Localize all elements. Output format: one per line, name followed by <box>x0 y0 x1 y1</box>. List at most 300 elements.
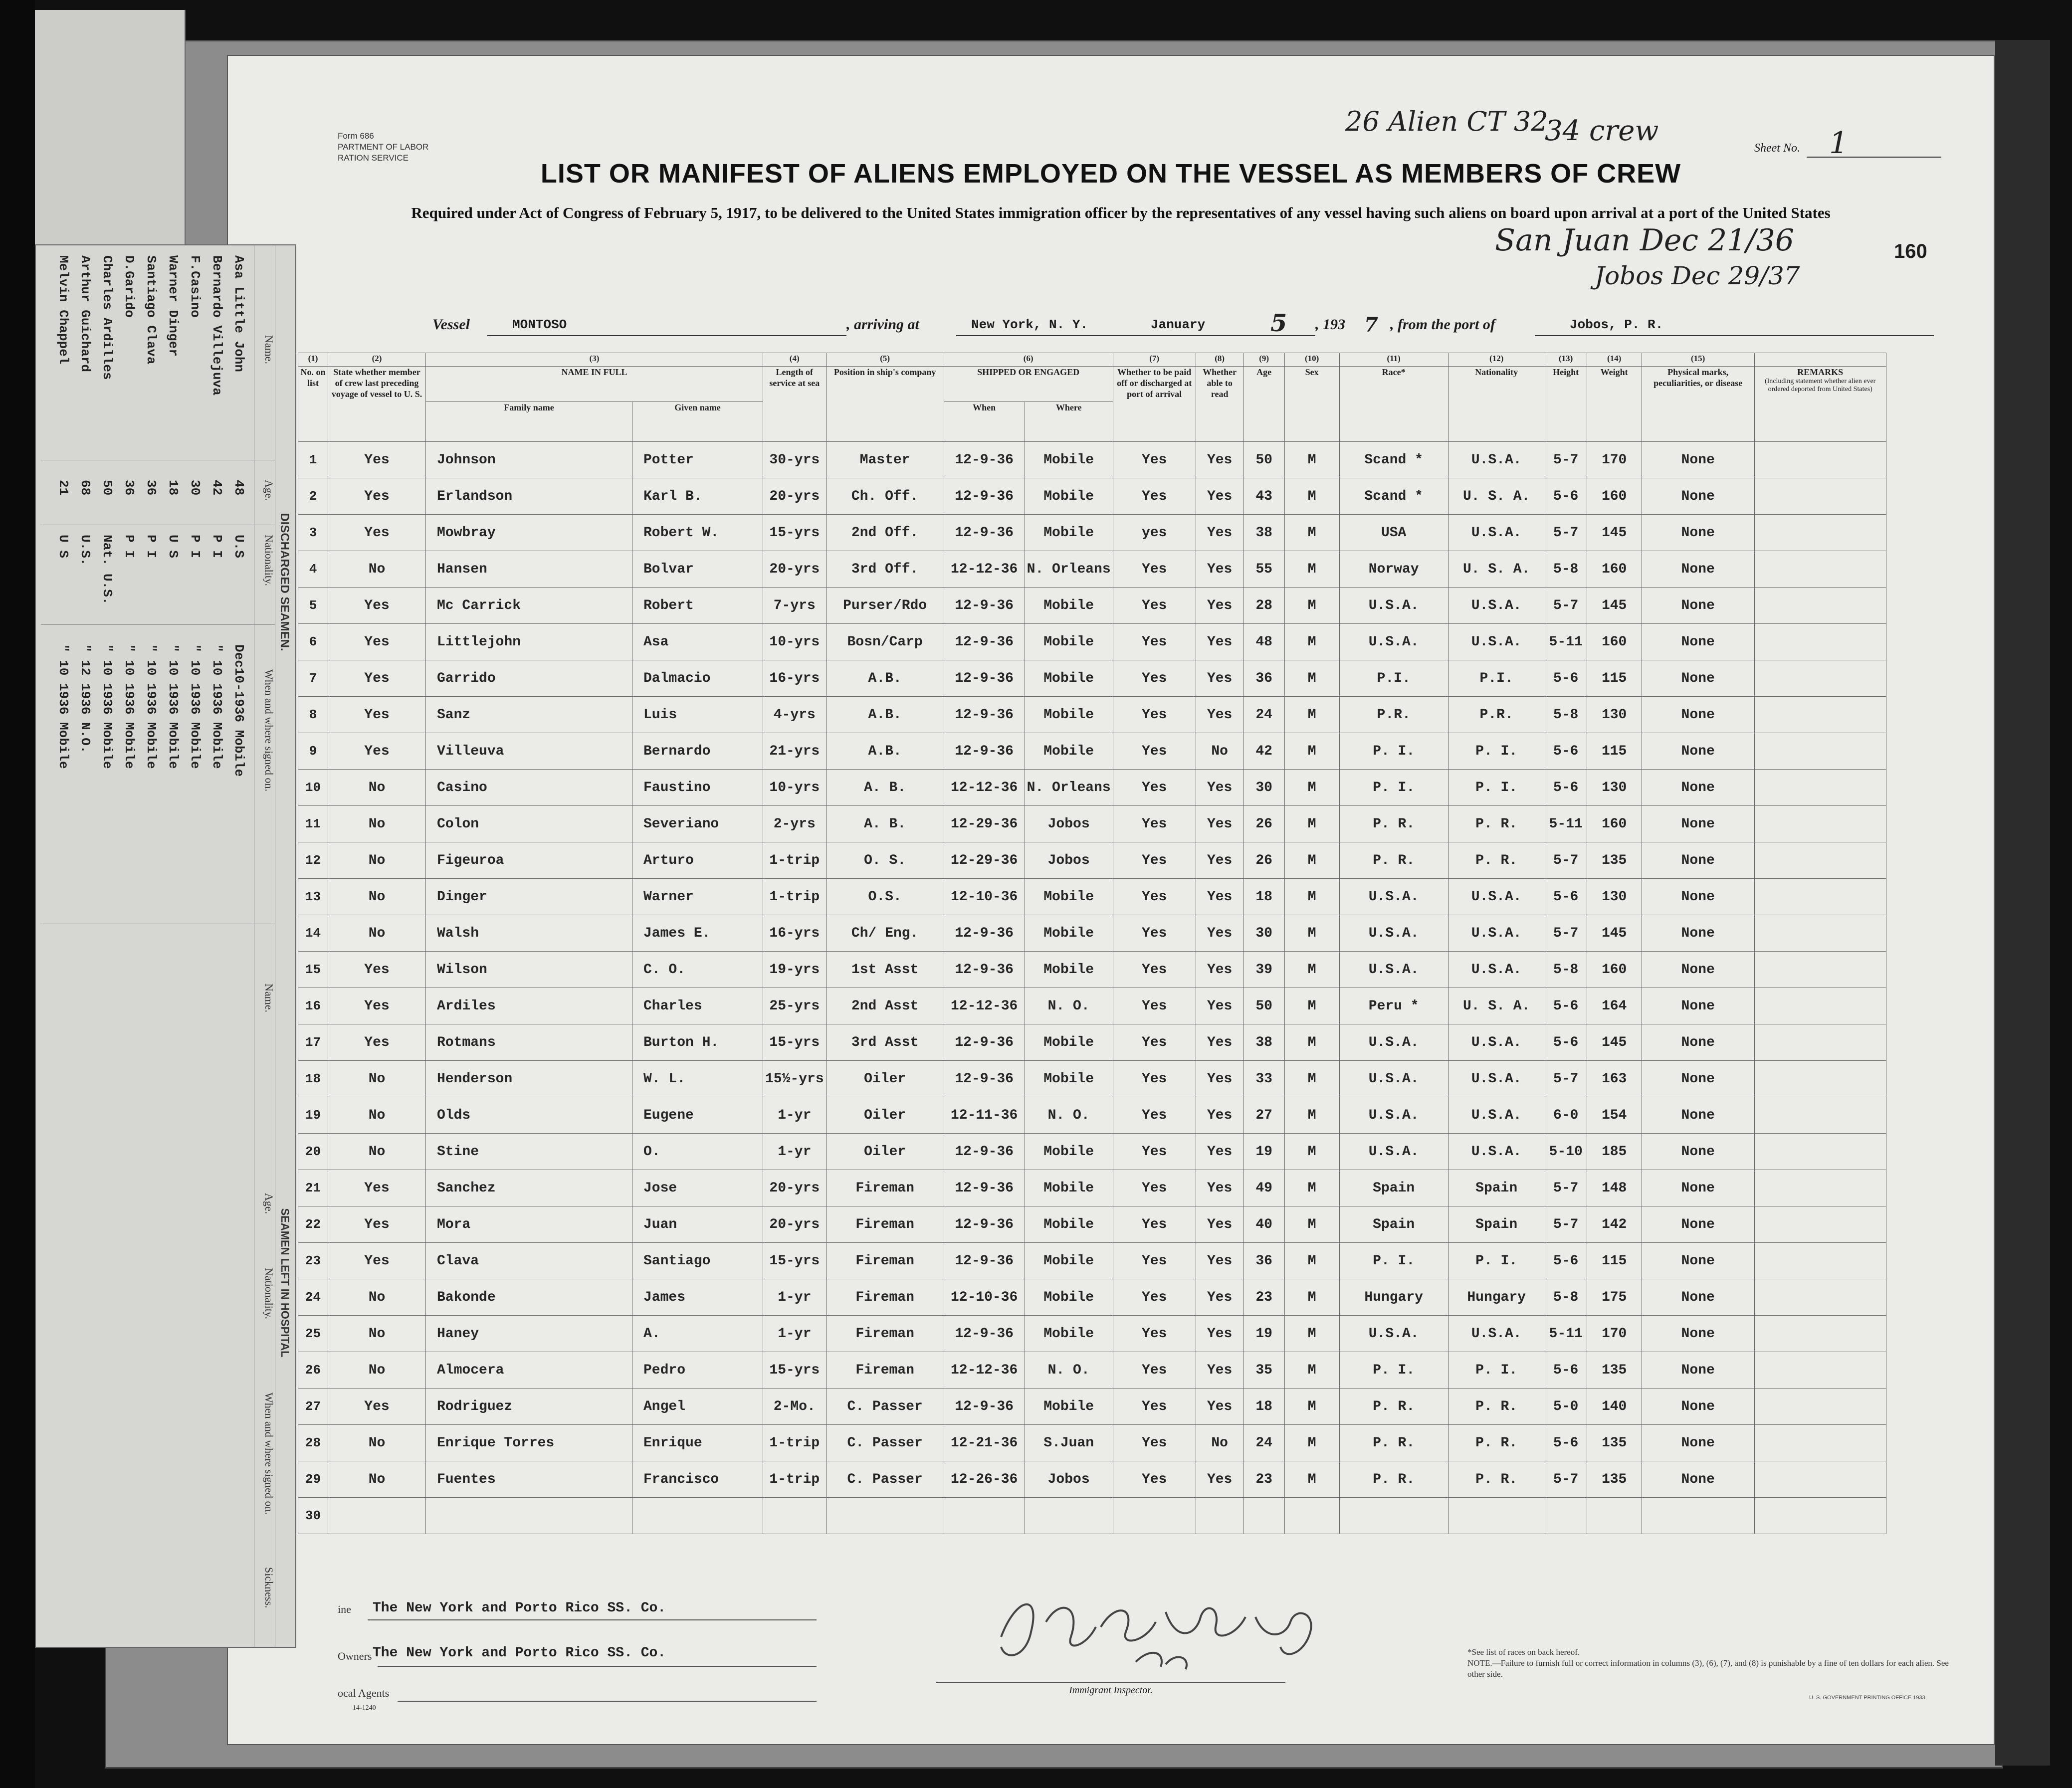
cell-position: Ch. Off. <box>826 478 944 515</box>
cell-age: 18 <box>1243 1389 1284 1425</box>
cell-physical: None <box>1642 588 1754 624</box>
cell-position: Fireman <box>826 1206 944 1243</box>
cell-physical: None <box>1642 1097 1754 1134</box>
colnum-4: (4) <box>763 353 827 367</box>
cell-when: 12-29-36 <box>944 806 1025 842</box>
cell-where: Mobile <box>1025 1024 1113 1061</box>
cell-position: 1st Asst <box>826 952 944 988</box>
cell-paid: Yes <box>1113 770 1196 806</box>
slip-name: Bernardo Villejuva <box>209 255 224 396</box>
cell-when: 12-9-36 <box>944 660 1025 697</box>
cell-paid: Yes <box>1113 806 1196 842</box>
cell-position: Oiler <box>826 1061 944 1097</box>
cell-physical: None <box>1642 478 1754 515</box>
cell-height: 5-6 <box>1545 733 1587 770</box>
header-paid-off: Whether to be paid off or discharged at port of arrival <box>1113 367 1196 442</box>
cell-prev: No <box>328 842 426 879</box>
cell-nationality: U.S.A. <box>1448 624 1545 660</box>
cell-prev: Yes <box>328 733 426 770</box>
cell-weight: 135 <box>1587 1425 1642 1461</box>
cell-where: Jobos <box>1025 842 1113 879</box>
cell-read <box>1196 1498 1243 1534</box>
cell-service: 1-trip <box>763 1461 827 1498</box>
cell-age: 19 <box>1243 1134 1284 1170</box>
cell-sex: M <box>1284 1352 1339 1389</box>
cell-read: Yes <box>1196 988 1243 1024</box>
from-label: , from the port of <box>1390 316 1495 333</box>
cell-sex: M <box>1284 478 1339 515</box>
cell-family: Johnson <box>426 442 632 478</box>
cell-where: N. O. <box>1025 988 1113 1024</box>
slip-age: 42 <box>209 480 224 496</box>
cell-height: 5-11 <box>1545 1316 1587 1352</box>
cell-prev: Yes <box>328 1206 426 1243</box>
cell-given: Juan <box>632 1206 763 1243</box>
cell-prev: No <box>328 1352 426 1389</box>
cell-weight: 145 <box>1587 915 1642 952</box>
cell-remarks <box>1754 770 1886 806</box>
slip-name: Santiago Clava <box>144 255 159 365</box>
cell-prev: Yes <box>328 1389 426 1425</box>
slip-head-sickness: Sickness. <box>263 1567 275 1608</box>
cell-read: Yes <box>1196 1461 1243 1498</box>
line-label: ine <box>338 1603 351 1615</box>
cell-age: 42 <box>1243 733 1284 770</box>
cell-sex: M <box>1284 1061 1339 1097</box>
cell-paid: Yes <box>1113 1425 1196 1461</box>
cell-given: Bernardo <box>632 733 763 770</box>
cell-given: James E. <box>632 915 763 952</box>
cell-paid <box>1113 1498 1196 1534</box>
cell-read: Yes <box>1196 806 1243 842</box>
cell-family: Enrique Torres <box>426 1425 632 1461</box>
cell-position: Master <box>826 442 944 478</box>
colnum-1: (1) <box>298 353 328 367</box>
header-name-in-full: NAME IN FULL <box>426 367 763 402</box>
cell-physical: None <box>1642 1389 1754 1425</box>
slip-signed: " 10 1936 Mobile <box>122 644 137 769</box>
cell-service: 1-trip <box>763 842 827 879</box>
cell-service: 7-yrs <box>763 588 827 624</box>
cell-when: 12-12-36 <box>944 988 1025 1024</box>
cell-remarks <box>1754 1498 1886 1534</box>
cell-sex: M <box>1284 952 1339 988</box>
cell-nationality: P. I. <box>1448 770 1545 806</box>
cell-where: Mobile <box>1025 1389 1113 1425</box>
cell-race: P. R. <box>1339 1425 1448 1461</box>
header-row <box>298 367 1886 402</box>
cell-nationality: P.I. <box>1448 660 1545 697</box>
cell-prev: No <box>328 879 426 915</box>
cell-prev: No <box>328 1134 426 1170</box>
slip-head-age-2: Age. <box>263 1193 275 1214</box>
cell-service: 1-yr <box>763 1279 827 1316</box>
table-row <box>298 1061 1886 1097</box>
cell-paid: Yes <box>1113 588 1196 624</box>
cell-age: 36 <box>1243 1243 1284 1279</box>
cell-weight: 145 <box>1587 515 1642 551</box>
sheet-label: Sheet No. <box>1754 142 1800 155</box>
immigrant-inspector-label: Immigrant Inspector. <box>936 1682 1285 1696</box>
cell-given <box>632 1498 763 1534</box>
cell-read: Yes <box>1196 442 1243 478</box>
cell-weight: 160 <box>1587 624 1642 660</box>
table-row <box>298 1461 1886 1498</box>
header-family-name: Family name <box>426 402 632 442</box>
cell-where: Mobile <box>1025 915 1113 952</box>
slip-name: Asa Little John <box>231 255 246 373</box>
cell-paid: Yes <box>1113 1352 1196 1389</box>
cell-service: 25-yrs <box>763 988 827 1024</box>
table-row <box>298 660 1886 697</box>
cell-nationality: U.S.A. <box>1448 515 1545 551</box>
cell-given: Francisco <box>632 1461 763 1498</box>
cell-weight: 160 <box>1587 806 1642 842</box>
cell-remarks <box>1754 1097 1886 1134</box>
cell-race: U.S.A. <box>1339 1061 1448 1097</box>
cell-race: P. I. <box>1339 733 1448 770</box>
cell-height: 5-6 <box>1545 478 1587 515</box>
cell-prev: Yes <box>328 660 426 697</box>
slip-name: Warner Dinger <box>166 255 181 357</box>
cell-race: Peru * <box>1339 988 1448 1024</box>
cell-sex: M <box>1284 1425 1339 1461</box>
cell-race: P. I. <box>1339 770 1448 806</box>
cell-age: 30 <box>1243 915 1284 952</box>
cell-service: 21-yrs <box>763 733 827 770</box>
cell-when: 12-9-36 <box>944 1316 1025 1352</box>
cell-where: Mobile <box>1025 1279 1113 1316</box>
cell-prev: No <box>328 551 426 588</box>
cell-race: Scand * <box>1339 442 1448 478</box>
cell-read: Yes <box>1196 1024 1243 1061</box>
cell-sex: M <box>1284 1134 1339 1170</box>
cell-no: 15 <box>298 952 328 988</box>
cell-where: Jobos <box>1025 806 1113 842</box>
cell-weight: 160 <box>1587 478 1642 515</box>
slip-name: Arthur Guichard <box>78 255 93 373</box>
slip-rotated-content <box>36 245 295 1647</box>
table-row <box>298 1097 1886 1134</box>
slip-head-signed: When and where signed on. <box>263 669 275 792</box>
cell-family: Stine <box>426 1134 632 1170</box>
table-row <box>298 879 1886 915</box>
colnum-3: (3) <box>426 353 763 367</box>
cell-physical: None <box>1642 879 1754 915</box>
slip-title: DISCHARGED SEAMEN. <box>278 513 291 651</box>
cell-prev: No <box>328 915 426 952</box>
cell-physical: None <box>1642 733 1754 770</box>
table-row <box>298 478 1886 515</box>
cell-weight: 130 <box>1587 697 1642 733</box>
remarks-subtitle: (Including statement whether alien ever ordered deported from United States) <box>1764 378 1876 393</box>
cell-service: 1-yr <box>763 1316 827 1352</box>
column-number-row <box>298 353 1886 367</box>
cell-family: Henderson <box>426 1061 632 1097</box>
cell-race: Hungary <box>1339 1279 1448 1316</box>
cell-read: Yes <box>1196 1389 1243 1425</box>
cell-position: Fireman <box>826 1243 944 1279</box>
cell-where: N. Orleans <box>1025 770 1113 806</box>
cell-race: U.S.A. <box>1339 1097 1448 1134</box>
cell-weight: 130 <box>1587 879 1642 915</box>
colnum-10: (10) <box>1284 353 1339 367</box>
cell-position: Fireman <box>826 1352 944 1389</box>
cell-nationality: U.S.A. <box>1448 442 1545 478</box>
cell-age: 33 <box>1243 1061 1284 1097</box>
cell-remarks <box>1754 988 1886 1024</box>
cell-nationality: U.S.A. <box>1448 952 1545 988</box>
cell-where: Mobile <box>1025 733 1113 770</box>
cell-remarks <box>1754 697 1886 733</box>
cell-when: 12-9-36 <box>944 733 1025 770</box>
cell-sex: M <box>1284 806 1339 842</box>
cell-height: 5-7 <box>1545 1461 1587 1498</box>
cell-nationality: U.S.A. <box>1448 1316 1545 1352</box>
slip-age: 36 <box>144 480 159 496</box>
cell-no: 13 <box>298 879 328 915</box>
cell-service: 15-yrs <box>763 1024 827 1061</box>
cell-height: 5-11 <box>1545 624 1587 660</box>
cell-nationality: U. S. A. <box>1448 478 1545 515</box>
cell-position: 2nd Off. <box>826 515 944 551</box>
cell-where: N. Orleans <box>1025 551 1113 588</box>
cell-service: 20-yrs <box>763 1170 827 1206</box>
cell-remarks <box>1754 1134 1886 1170</box>
header-height: Height <box>1545 367 1587 442</box>
agents-underline <box>398 1701 817 1702</box>
cell-remarks <box>1754 1425 1886 1461</box>
slip-head-name-2: Name. <box>263 984 275 1013</box>
cell-family: Rodriguez <box>426 1389 632 1425</box>
cell-nationality: P.R. <box>1448 697 1545 733</box>
from-underline <box>1535 335 1934 336</box>
cell-prev: Yes <box>328 478 426 515</box>
table-row <box>298 1279 1886 1316</box>
slip-age: 18 <box>166 480 181 496</box>
cell-physical: None <box>1642 1279 1754 1316</box>
cell-no: 30 <box>298 1498 328 1534</box>
cell-height: 5-6 <box>1545 988 1587 1024</box>
cell-position: Fireman <box>826 1279 944 1316</box>
slip-head-age: Age. <box>263 480 275 501</box>
cell-race: U.S.A. <box>1339 1316 1448 1352</box>
cell-where: Mobile <box>1025 1134 1113 1170</box>
cell-remarks <box>1754 952 1886 988</box>
cell-weight <box>1587 1498 1642 1534</box>
remarks-title: REMARKS <box>1797 367 1844 377</box>
cell-height: 5-8 <box>1545 697 1587 733</box>
cell-remarks <box>1754 806 1886 842</box>
cell-no: 6 <box>298 624 328 660</box>
cell-sex: M <box>1284 442 1339 478</box>
cell-remarks <box>1754 1170 1886 1206</box>
cell-read: Yes <box>1196 770 1243 806</box>
cell-no: 24 <box>298 1279 328 1316</box>
cell-physical: None <box>1642 915 1754 952</box>
manifest-page <box>227 55 1995 1745</box>
cell-given: Jose <box>632 1170 763 1206</box>
cell-nationality: U.S.A. <box>1448 588 1545 624</box>
cell-where: Mobile <box>1025 697 1113 733</box>
cell-age: 27 <box>1243 1097 1284 1134</box>
cell-age: 26 <box>1243 806 1284 842</box>
vessel-underline <box>487 335 846 336</box>
cell-when: 12-9-36 <box>944 515 1025 551</box>
line-underline <box>368 1619 817 1620</box>
cell-family: Bakonde <box>426 1279 632 1316</box>
cell-height: 5-7 <box>1545 1170 1587 1206</box>
cell-read: Yes <box>1196 1316 1243 1352</box>
cell-when: 12-9-36 <box>944 1061 1025 1097</box>
cell-sex: M <box>1284 1024 1339 1061</box>
cell-position: 3rd Asst <box>826 1024 944 1061</box>
slip-age: 21 <box>56 480 71 496</box>
cell-no: 17 <box>298 1024 328 1061</box>
cell-family: Dinger <box>426 879 632 915</box>
cell-age: 23 <box>1243 1279 1284 1316</box>
cell-weight: 164 <box>1587 988 1642 1024</box>
cell-nationality: U.S.A. <box>1448 1134 1545 1170</box>
slip-signed: " 10 1936 Mobile <box>209 644 224 769</box>
cell-when: 12-9-36 <box>944 478 1025 515</box>
cell-read: Yes <box>1196 478 1243 515</box>
cell-service: 15-yrs <box>763 1352 827 1389</box>
cell-sex: M <box>1284 1170 1339 1206</box>
table-row <box>298 842 1886 879</box>
cell-read: Yes <box>1196 697 1243 733</box>
cell-remarks <box>1754 842 1886 879</box>
slip-age: 36 <box>122 480 137 496</box>
cell-position: 2nd Asst <box>826 988 944 1024</box>
cell-remarks <box>1754 915 1886 952</box>
cell-given: Pedro <box>632 1352 763 1389</box>
cell-when: 12-9-36 <box>944 588 1025 624</box>
cell-sex: M <box>1284 915 1339 952</box>
cell-read: Yes <box>1196 551 1243 588</box>
cell-prev: No <box>328 806 426 842</box>
colnum-2: (2) <box>328 353 426 367</box>
cell-race: P.R. <box>1339 697 1448 733</box>
table-row <box>298 1352 1886 1389</box>
cell-physical: None <box>1642 1461 1754 1498</box>
cell-when: 12-10-36 <box>944 1279 1025 1316</box>
cell-where: N. O. <box>1025 1097 1113 1134</box>
cell-given: Charles <box>632 988 763 1024</box>
cell-height: 5-7 <box>1545 1206 1587 1243</box>
cell-given: Potter <box>632 442 763 478</box>
owners-underline <box>378 1666 817 1667</box>
header-length-service: Length of service at sea <box>763 367 827 442</box>
cell-nationality: P. I. <box>1448 1243 1545 1279</box>
header-nationality: Nationality <box>1448 367 1545 442</box>
cell-position: 3rd Off. <box>826 551 944 588</box>
cell-remarks <box>1754 442 1886 478</box>
scan-edge-right <box>1995 40 2050 1766</box>
cell-family: Haney <box>426 1316 632 1352</box>
cell-read: Yes <box>1196 588 1243 624</box>
cell-position: A. B. <box>826 806 944 842</box>
cell-where: Mobile <box>1025 588 1113 624</box>
header-where: Where <box>1025 402 1113 442</box>
vessel-name: MONTOSO <box>512 317 567 332</box>
cell-height: 5-6 <box>1545 879 1587 915</box>
cell-race: P. R. <box>1339 1389 1448 1425</box>
cell-given: A. <box>632 1316 763 1352</box>
cell-no: 18 <box>298 1061 328 1097</box>
cell-position: A.B. <box>826 697 944 733</box>
cell-position: Ch/ Eng. <box>826 915 944 952</box>
cell-service: 1-yr <box>763 1097 827 1134</box>
cell-read: Yes <box>1196 1243 1243 1279</box>
crew-manifest-table <box>298 353 1886 1534</box>
cell-remarks <box>1754 1389 1886 1425</box>
table-row <box>298 1243 1886 1279</box>
cell-read: Yes <box>1196 1097 1243 1134</box>
cell-age: 48 <box>1243 624 1284 660</box>
cell-no: 9 <box>298 733 328 770</box>
cell-position: O.S. <box>826 879 944 915</box>
header-given-name: Given name <box>632 402 763 442</box>
cell-service: 2-yrs <box>763 806 827 842</box>
cell-physical: None <box>1642 988 1754 1024</box>
cell-race: P.I. <box>1339 660 1448 697</box>
slip-title-hospital: SEAMEN LEFT IN HOSPITAL <box>279 1208 291 1358</box>
cell-height: 5-8 <box>1545 1279 1587 1316</box>
cell-position: Oiler <box>826 1134 944 1170</box>
cell-no: 14 <box>298 915 328 952</box>
cell-no: 23 <box>298 1243 328 1279</box>
cell-family: Almocera <box>426 1352 632 1389</box>
colnum-6: (6) <box>944 353 1113 367</box>
slip-signed: " 10 1936 Mobile <box>144 644 159 769</box>
cell-weight: 145 <box>1587 588 1642 624</box>
slip-nationality: P I <box>122 535 137 558</box>
cell-physical: None <box>1642 1316 1754 1352</box>
cell-physical: None <box>1642 1170 1754 1206</box>
cell-no: 4 <box>298 551 328 588</box>
cell-weight: 115 <box>1587 1243 1642 1279</box>
cell-given: Faustino <box>632 770 763 806</box>
cell-position <box>826 1498 944 1534</box>
cell-sex: M <box>1284 1206 1339 1243</box>
cell-service: 19-yrs <box>763 952 827 988</box>
cell-service <box>763 1498 827 1534</box>
cell-family: Clava <box>426 1243 632 1279</box>
cell-where: Mobile <box>1025 1243 1113 1279</box>
cell-paid: Yes <box>1113 1316 1196 1352</box>
cell-position: Purser/Rdo <box>826 588 944 624</box>
cell-service: 20-yrs <box>763 551 827 588</box>
cell-given: Arturo <box>632 842 763 879</box>
year-suffix: 7 <box>1364 313 1378 337</box>
cell-family: Hansen <box>426 551 632 588</box>
header-able-read: Whether able to read <box>1196 367 1243 442</box>
cell-no: 16 <box>298 988 328 1024</box>
cell-when: 12-9-36 <box>944 952 1025 988</box>
cell-where: Mobile <box>1025 1170 1113 1206</box>
slip-name: Charles Ardilles <box>100 255 115 380</box>
cell-nationality: P. I. <box>1448 1352 1545 1389</box>
cell-read: No <box>1196 733 1243 770</box>
cell-service: 4-yrs <box>763 697 827 733</box>
cell-read: No <box>1196 1425 1243 1461</box>
cell-when: 12-10-36 <box>944 879 1025 915</box>
header-weight: Weight <box>1587 367 1642 442</box>
cell-paid: Yes <box>1113 1243 1196 1279</box>
cell-physical: None <box>1642 442 1754 478</box>
cell-physical: None <box>1642 515 1754 551</box>
